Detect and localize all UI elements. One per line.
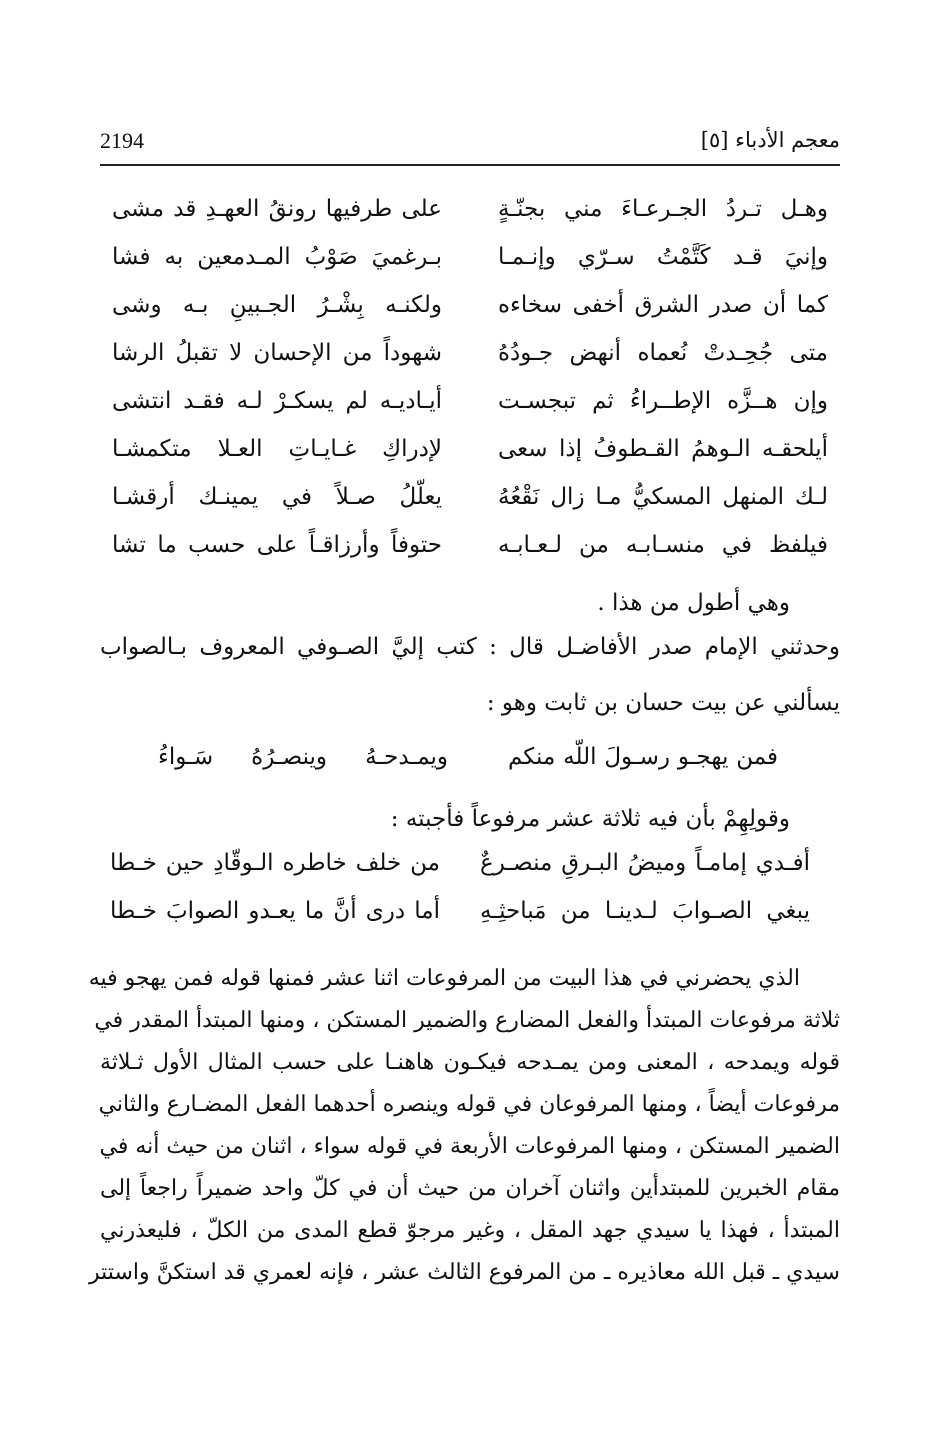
verse-second-hemistich: لإدراكِ غـايـاتِ العـلا متكمشـا <box>112 436 442 462</box>
verse-first-hemistich: فمن يهجـو رسـولَ اللّه منكم <box>508 744 778 770</box>
verse-first-hemistich: أيلحقـه الـوهمُ القـطوفُ إذا سعى <box>498 436 828 462</box>
verse-first-hemistich: فيلفظ في منسـابـه من لـعـابـه <box>498 532 828 558</box>
prose-line: قوله ويمدحه ، المعنى ومن يمـدحه فيكـون هاهنـا على حسب المثال الأول ثـلاثة <box>100 1050 840 1075</box>
verse-second-hemistich: حتوفاً وأرزاقـاً على حسب ما تشا <box>112 532 442 558</box>
verse-second-hemistich: على طرفيها رونقُ العهـدِ قد مشى <box>112 196 442 222</box>
verse-second-hemistich: أيـاديـه لم يسكـرْ لـه فقـد انتشى <box>112 388 442 414</box>
prose-line: ثلاثة مرفوعات المبتدأ والفعل المضارع والضمير المستكن ، ومنها المبتدأ المقدر في <box>94 1008 840 1033</box>
running-title: معجم الأدباء [٥] <box>700 128 840 152</box>
prose-line: المبتدأ ، فهذا يا سيدي جهد المقل ، وغير مرجوّ قطع المدى من الكلّ ، فليعذرني <box>100 1218 840 1243</box>
verse-line <box>100 334 840 382</box>
verse-second-hemistich: ولكنـه بِشْـرُ الجـبينِ بـه وشى <box>112 292 442 318</box>
verse-second-hemistich: من خلف خاطره الـوقّادِ حين خـطا <box>110 850 440 876</box>
prose-line: سيدي ـ قبل الله معاذيره ـ من المرفوع الثالث عشر ، فإنه لعمري قد استكنَّ واستتر <box>89 1260 840 1285</box>
verse-first-hemistich: وهـل تـردُ الجـرعـاءَ مني بجنّـةٍ <box>498 196 828 222</box>
prose-line-answer: وقولِهِمْ بأن فيه ثلاثة عشر مرفوعاً فأجبته : <box>390 806 790 832</box>
verse-line <box>100 844 840 892</box>
verse-line <box>100 382 840 430</box>
verse-line <box>100 526 840 574</box>
verse-line <box>100 286 840 334</box>
verse-first-hemistich: أفـدي إمامـاً وميضُ البـرقِ منصـرعٌ <box>480 850 810 876</box>
verse-line <box>100 190 840 238</box>
verse-second-hemistich: أما درى أنَّ ما يعـدو الصوابَ خـطا <box>110 898 440 924</box>
verse-first-hemistich: لـك المنهل المسكيُّ مـا زال نَقْعُهُ <box>498 484 828 510</box>
page-header <box>100 124 840 166</box>
verse-line <box>100 238 840 286</box>
verse-second-hemistich: بـرغميَ صَوْبُ المـدمعين به فشا <box>112 244 442 270</box>
verse-second-hemistich: يعلّلُ صـلاً في يمينـك أرقشـا <box>112 484 442 510</box>
verse-line <box>100 478 840 526</box>
verse-first-hemistich: يبغي الصـوابَ لـدينـا من مَباحثِـهِ <box>480 898 810 924</box>
poem-block-1 <box>100 190 840 574</box>
prose-line: الضمير المستكن ، ومنها المرفوعات الأربعة في قوله سواء ، اثنان من حيث أنه في <box>99 1134 840 1159</box>
verse-second-hemistich: شهوداً من الإحسان لا تقبلُ الرشا <box>112 340 442 366</box>
page-number: 2194 <box>100 128 144 153</box>
verse-first-hemistich: وإنيَ قـد كَتَّمْتُ سـرّي وإنـمـا <box>498 244 828 270</box>
verse-first-hemistich: وإن هــزَّه الإطــراءُ ثم تبجسـت <box>498 388 828 414</box>
hassan-verse <box>100 738 840 786</box>
prose-line: مرفوعات أيضاً ، ومنها المرفوعان في قوله وينصره أحدهما الفعل المضـارع والثاني <box>98 1092 840 1117</box>
prose-paragraph <box>88 958 840 1294</box>
prose-line-longer: وهي أطول من هذا . <box>597 590 790 616</box>
verse-first-hemistich: كما أن صدر الشرق أخفى سخاءه <box>498 292 828 318</box>
verse-first-hemistich: متى جُحِـدتْ نُعماه أنهض جـودُهُ <box>498 340 828 366</box>
prose-line-question: يسألني عن بيت حسان بن ثابت وهو : <box>486 690 840 716</box>
prose-line: مقام الخبرين للمبتدأين واثنان آخران من حيث أن في كلّ واحد ضميراً راجعاً إلى <box>100 1176 840 1201</box>
poem-block-2 <box>100 844 840 940</box>
verse-line <box>100 892 840 940</box>
verse-line <box>100 738 840 786</box>
prose-line: الذي يحضرني في هذا البيت من المرفوعات اثنا عشر فمنها قوله فمن يهجو فيه <box>88 966 800 991</box>
prose-line-narration: وحدثني الإمام صدر الأفاضـل قال : كتب إليَّ الصـوفي المعروف بـالصواب <box>100 634 840 660</box>
verse-second-hemistich: ويمـدحـهُ وينصـرُهُ سَـواءُ <box>158 744 448 770</box>
verse-line <box>100 430 840 478</box>
